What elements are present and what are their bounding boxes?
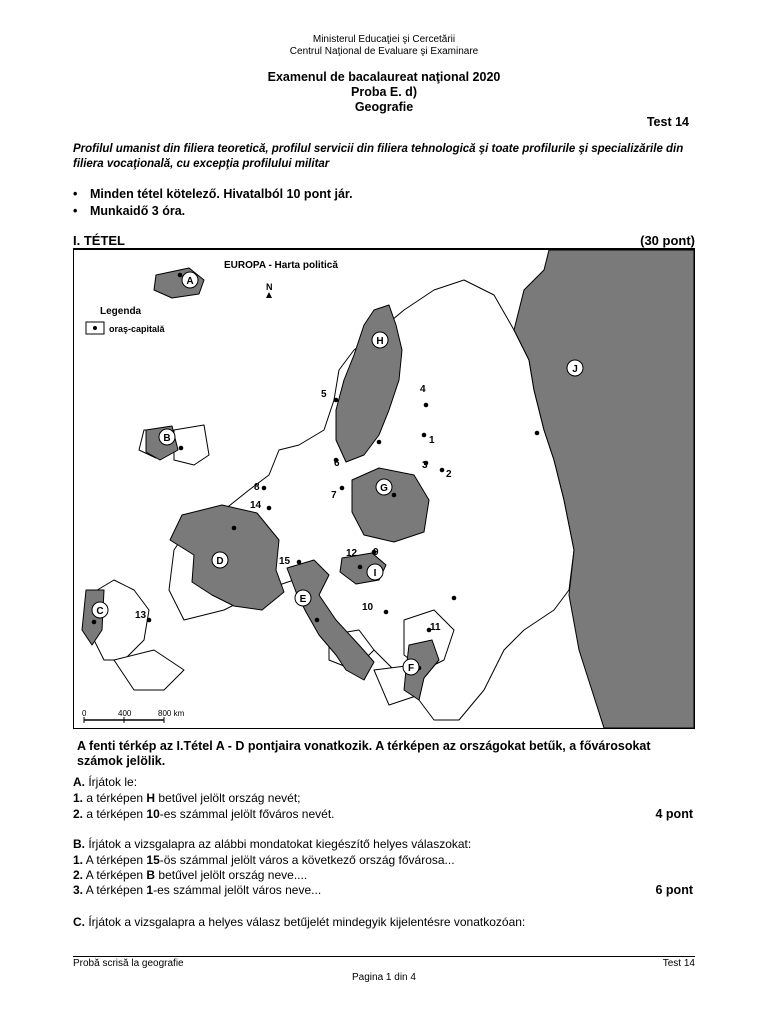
number-label-10: 10 [362, 602, 374, 613]
exam-subject: Geografie [354, 100, 414, 114]
north-arrow [266, 282, 273, 298]
svg-text:B: B [163, 433, 171, 444]
map-intro: A fenti térkép az I.Tétel A - D pontjaira vonatkozik. A térképen az országokat betűk, a fővárosokat számok jelölik. [77, 739, 651, 768]
rule-item: • Minden tétel kötelező. Hivatalból 10 pont jár. [73, 186, 353, 203]
number-label-15: 15 [279, 556, 291, 567]
svg-text:G: G [380, 483, 388, 494]
question-b-item-1: 1. A térképen 15-ös számmal jelölt város a következő ország fővárosa... [73, 853, 455, 867]
svg-text:N: N [266, 282, 273, 292]
svg-text:H: H [376, 336, 384, 347]
letter-label-h [372, 332, 388, 348]
ministry-name: Ministerul Educaţiei şi Cercetării [312, 34, 456, 45]
question-b-item-3: 3. A térképen 1-es számmal jelölt város neve... [73, 883, 322, 897]
number-label-7: 7 [331, 490, 337, 501]
legend-title: Legenda [100, 306, 142, 317]
svg-text:0: 0 [82, 709, 87, 718]
number-label-8: 8 [254, 482, 260, 493]
letter-label-c [92, 602, 108, 618]
number-label-11: 11 [430, 622, 441, 633]
legend-item [86, 322, 166, 334]
svg-text:D: D [216, 556, 224, 567]
map-canvas [74, 250, 694, 728]
svg-text:J: J [572, 364, 578, 375]
question-a-points: 4 pont [655, 807, 693, 821]
page-number: Pagina 1 din 4 [352, 972, 416, 983]
question-b-lead: B. Írjátok a vizsgalapra az alábbi mondatokat kiegészítő helyes válaszokat: [73, 837, 472, 851]
europe-political-map [73, 249, 695, 729]
footer-subject: Probă scrisă la geografie [73, 958, 184, 969]
number-label-4: 4 [420, 384, 426, 395]
number-label-12: 12 [346, 548, 358, 559]
number-label-1: 1 [429, 435, 435, 446]
map-title: EUROPA - Harta politică [224, 260, 338, 271]
letter-label-a [182, 272, 198, 288]
svg-text:F: F [407, 663, 415, 674]
section-title: I. TÉTEL [73, 233, 125, 248]
question-b-item-2: 2. A térképen B betűvel jelölt ország neve.... [73, 868, 308, 882]
question-b-points: 6 pont [655, 883, 693, 897]
number-label-14: 14 [250, 500, 262, 511]
center-name: Centrul Naţional de Evaluare şi Examinare [289, 46, 479, 57]
number-label-2: 2 [446, 469, 452, 480]
question-a-item-2: 2. a térképen 10-es számmal jelölt főváros nevét. [73, 807, 335, 821]
test-number: Test 14 [646, 115, 689, 129]
number-label-5: 5 [321, 389, 327, 400]
profile-text: Profilul umanist din filiera teoretică, profilul servicii din filiera tehnologică şi toate profilurile şi specializările din filiera vocaţională, cu excepţia profilului militar [73, 143, 684, 170]
letter-label-i [367, 564, 383, 580]
question-a-item-1: 1. a térképen H betűvel jelölt ország nevét; [73, 791, 301, 805]
footer-divider [73, 956, 695, 957]
svg-text:800 km: 800 km [158, 709, 185, 718]
svg-text:A: A [186, 276, 194, 287]
country-outline [174, 425, 209, 465]
number-label-3: 3 [422, 460, 428, 471]
number-label-13: 13 [135, 610, 147, 621]
letter-label-j [567, 360, 583, 376]
svg-text:E: E [299, 594, 307, 605]
exam-title: Examenul de bacalaureat naţional 2020 [267, 70, 501, 84]
section-points: (30 pont) [640, 233, 695, 248]
letter-label-f [403, 659, 419, 675]
svg-text:oraş-capitală: oraş-capitală [109, 324, 165, 334]
letter-label-g [376, 479, 392, 495]
svg-text:C: C [96, 606, 104, 617]
question-a-lead: A. Írjátok le: [73, 775, 138, 789]
number-label-6: 6 [334, 458, 340, 469]
letter-label-d [212, 552, 228, 568]
exam-proba: Proba E. d) [351, 85, 417, 99]
rule-item: • Munkaidő 3 óra. [73, 203, 353, 220]
number-label-9: 9 [373, 547, 379, 558]
letter-label-b [159, 429, 175, 445]
svg-text:400: 400 [118, 709, 132, 718]
svg-text:I: I [373, 568, 377, 579]
map-scale [82, 709, 185, 723]
question-c-lead: C. Írjátok a vizsgalapra a helyes válasz betűjelét mindegyik kijelentésre vonatkozóan: [73, 915, 526, 929]
letter-label-e [295, 590, 311, 606]
footer-test: Test 14 [662, 958, 695, 969]
rules-list [73, 186, 353, 220]
